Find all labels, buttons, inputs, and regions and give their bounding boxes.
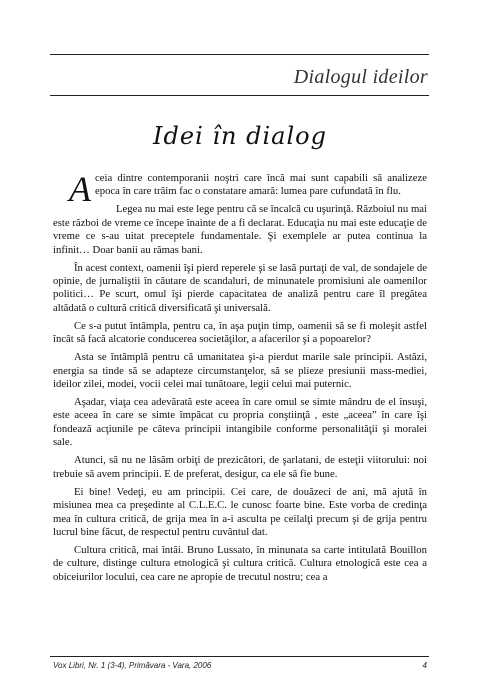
footer-rule <box>50 656 429 657</box>
drop-cap: A <box>69 169 91 209</box>
article-body <box>53 169 427 589</box>
publication-info: Vox Libri, Nr. 1 (3-4), Primăvara - Vara, 2006 <box>53 661 212 670</box>
article-paragraph-first <box>53 169 427 209</box>
page-number: 4 <box>422 661 427 670</box>
first-paragraph-text: ceia dintre contemporanii noştri care încă mai sunt capabili să analizeze epoca în care trăim fac o constatare amară: lumea pare cufundată în flu. <box>95 172 427 198</box>
article-paragraph: Ei bine! Vedeţi, eu am principii. Cei care, de douăzeci de ani, mă ajută în misiunea mea ca preşedinte al C.L.E.C. le cunosc foarte bine. Este vorba de credinţa mea în cultura critică, de grija mea în a-i asculta pe ceilalţi precum şi de grija pentru lucrul bine făcut, de respectul pentru cuvântul dat. <box>53 485 427 538</box>
article-paragraph: Legea nu mai este lege pentru că se încalcă cu uşurinţă. Războiul nu mai este război de vreme ce începe înainte de a fi declarat. Educaţia nu mai este educaţie de vreme ce s-au uitat preceptele fundamentale. Şi exemplele ar putea continua la infinit… Doar banii au rămas bani. <box>53 203 427 256</box>
header-top-rule <box>50 54 429 55</box>
page-footer <box>53 661 427 670</box>
article-paragraph: Cultura critică, mai întâi. Bruno Lussato, în minunata sa carte intitulată Bouillon de culture, distinge cultura etnologică şi cultura critică. Cultura etnologică este cea a obiceiurilor locului, cea care ne apropie de trecutul nostru; cea a <box>53 543 427 583</box>
article-paragraph: Aşadar, viaţa cea adevărată este aceea în care omul se simte mândru de el însuşi, este aceea în care se simte împăcat cu propria conştiinţă , este „aceea” în care îşi fondează acţiunile pe câteva principii intangibile conforme personalităţii şi moralei sale. <box>53 396 427 449</box>
article-paragraph: Ce s-a putut întâmpla, pentru ca, în aşa puţin timp, oamenii să se fi moleşit astfel încât să facă alcatorie conducerea societăţilor, a afacerilor şi a popoarelor? <box>53 319 427 346</box>
article-paragraph: Atunci, să nu ne lăsăm orbiţi de prezicători, de şarlatani, de esteţii viitorului: noi trebuie să avem principii. E de preferat, desigur, ca ele să fie bune. <box>53 454 427 480</box>
header-bottom-rule <box>50 95 429 96</box>
section-title: Dialogul ideilor <box>293 66 428 88</box>
article-paragraph: În acest context, oamenii îşi pierd reperele şi se lasă purtaţi de val, de sondajele de opinie, de jurnaliştii în căutare de scandaluri, de minunatele promisiuni ale oamenilor politici… Pe scurt, omul îşi pierde capacitatea de analiză pentru care îl pregătea altădată o cultură critică diversificată şi universală. <box>53 261 427 314</box>
article-paragraph: Asta se întâmplă pentru că umanitatea şi-a pierdut marile sale principii. Astăzi, energia sa tinde să se adapteze circumstanţelor, să se plieze presiunii mass-mediei, ideilor zilei, modei, vocii celei mai tunătoare, legii celui mai puternic. <box>53 351 427 391</box>
article-title: Idei în dialog <box>153 122 327 150</box>
